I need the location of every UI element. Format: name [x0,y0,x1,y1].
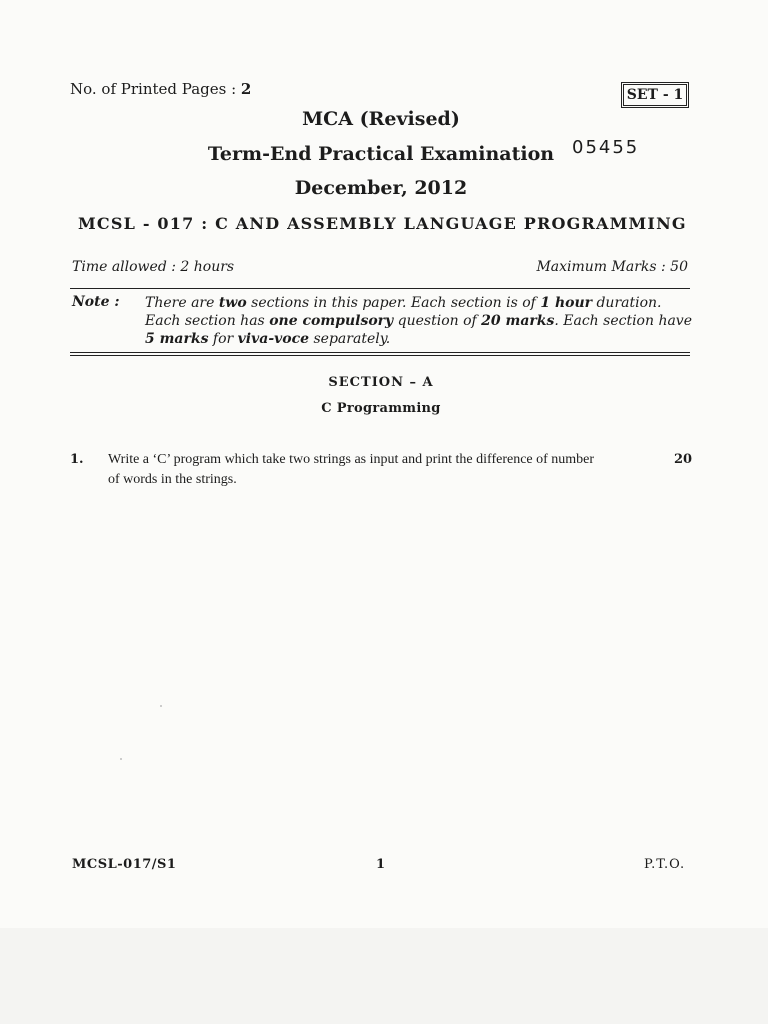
note-line-2 [145,312,693,330]
note-emphasis: 20 marks [481,313,555,329]
note-text-fragment: question of [393,313,482,329]
time-allowed: Time allowed : 2 hours [72,259,235,275]
divider-double-lower [70,355,690,356]
section-subheading: C Programming [321,401,441,416]
note-emphasis: two [218,295,247,311]
note-line-1 [145,294,690,312]
question-number: 1. [70,452,84,467]
footer-page-number: 1 [376,857,386,872]
note-emphasis: viva-voce [237,331,310,347]
note-text-fragment: sections in this paper. Each section is of [246,295,541,311]
divider-top [70,288,690,289]
question-line-1: Write a ‘C’ program which take two strings as input and print the difference of number [108,452,595,467]
exam-date: December, 2012 [294,177,468,199]
note-text-fragment: separately. [309,331,391,347]
set-badge: SET - 1 [623,84,687,106]
printed-pages-value: 2 [240,80,252,98]
printed-pages-info [70,80,251,98]
note-text-fragment: for [208,331,238,347]
question-marks: 20 [674,452,693,467]
note-label: Note : [72,294,120,310]
footer-pto: P.T.O. [644,857,686,872]
course-title: MCSL - 017 : C AND ASSEMBLY LANGUAGE PROGRAMMING [78,214,687,233]
note-text-fragment: duration. [592,295,662,311]
question-line-2: of words in the strings. [108,472,237,487]
program-title: MCA (Revised) [302,108,460,130]
scan-speck [120,758,122,760]
note-line-3 [145,330,690,348]
exam-title: Term-End Practical Examination [207,143,555,165]
maximum-marks: Maximum Marks : 50 [536,259,688,275]
question-text [108,450,658,490]
footer-paper-code: MCSL-017/S1 [72,857,177,872]
section-heading: SECTION – A [328,375,434,390]
note-emphasis: 1 hour [540,295,593,311]
printed-pages-label: No. of Printed Pages : [70,80,241,98]
note-text [145,294,693,348]
divider-double-upper [70,352,690,353]
note-emphasis: one compulsory [269,313,394,329]
paper-code-number: 05455 [572,137,640,158]
scan-speck [160,705,162,707]
note-text-fragment: Each section has [145,313,270,329]
note-emphasis: 5 marks [145,331,209,347]
note-text-fragment: . Each section have [554,313,693,329]
note-text-fragment: There are [145,295,219,311]
